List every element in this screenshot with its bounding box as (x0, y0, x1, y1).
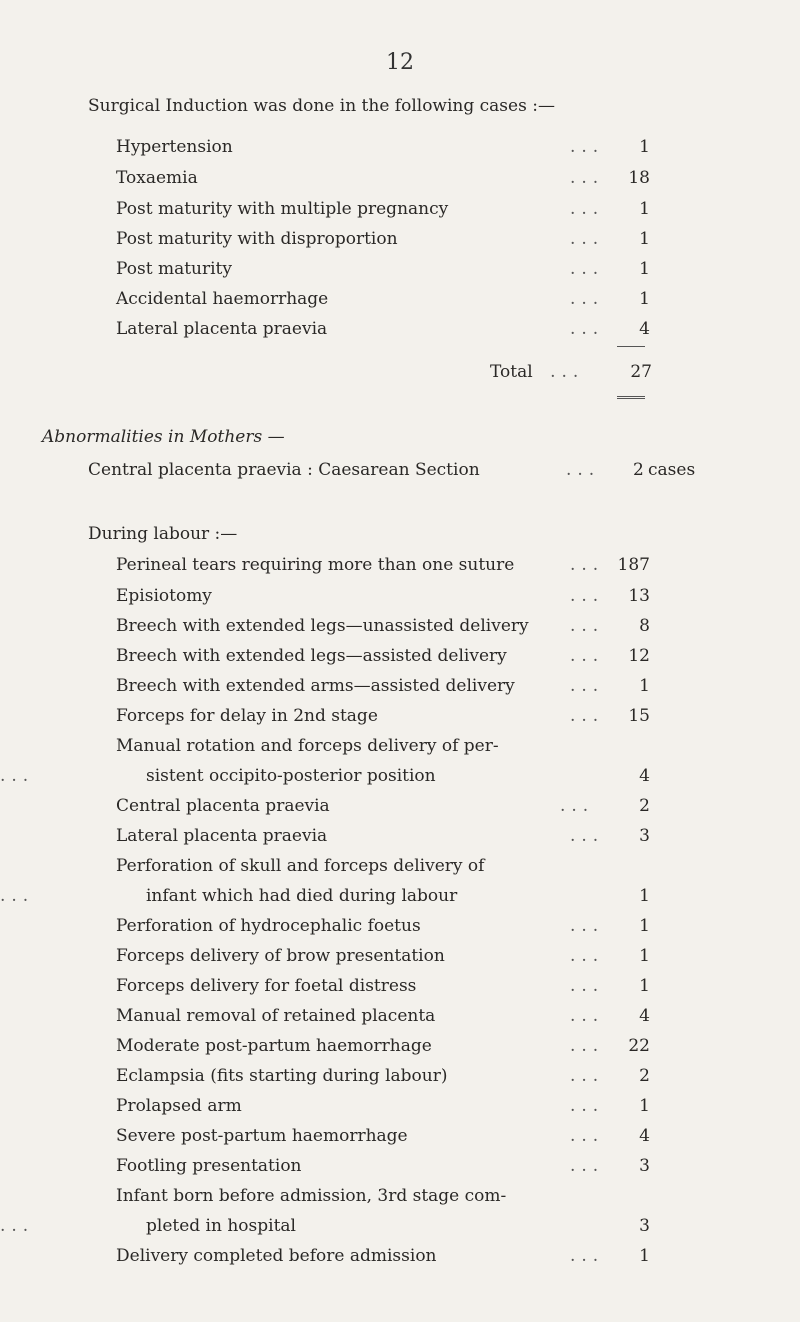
list-item-label: Footling presentation (116, 1156, 302, 1176)
list-item-value: 1 (639, 946, 650, 966)
leader-dots: ... (570, 586, 605, 606)
list-item-value: 2 (639, 796, 650, 816)
leader-dots: ... (0, 766, 35, 786)
list-item-value: 4 (639, 319, 650, 339)
list-item-label: Accidental haemorrhage (116, 289, 329, 309)
list-item-label: Moderate post-partum haemorrhage (116, 1036, 432, 1056)
list-item-value: 4 (639, 766, 650, 786)
list-item-label: Post maturity (116, 259, 232, 279)
list-item-label: Prolapsed arm (116, 1096, 242, 1116)
leader-dots: ... (570, 706, 605, 726)
leader-dots: ... (570, 137, 605, 157)
induction-intro-text: Surgical Induction was done in the following cases :— (88, 96, 555, 116)
list-item-value: 1 (639, 676, 650, 696)
leader-dots: ... (570, 1096, 605, 1116)
list-item-label-line2: sistent occipito-posterior position (146, 766, 436, 786)
list-item-value: 1 (639, 886, 650, 906)
list-item-value: 3 (639, 826, 650, 846)
list-item-label-line1: Infant born before admission, 3rd stage com- (116, 1186, 507, 1206)
leader-dots: ... (570, 1036, 605, 1056)
leader-dots: ... (570, 1126, 605, 1146)
list-item-value: 12 (628, 646, 650, 666)
list-item-label: Perineal tears requiring more than one suture (116, 555, 515, 575)
leader-dots: ... (566, 460, 601, 480)
list-item-value: 1 (639, 199, 650, 219)
list-item-value: 1 (639, 916, 650, 936)
page-number: 12 (386, 50, 414, 75)
list-item-label: Manual removal of retained placenta (116, 1006, 436, 1026)
list-item-label-line1: Manual rotation and forceps delivery of per- (116, 736, 499, 756)
leader-dots: ... (570, 946, 605, 966)
list-item-value: 1 (639, 289, 650, 309)
list-item-label: Lateral placenta praevia (116, 826, 328, 846)
list-item-label: Severe post-partum haemorrhage (116, 1126, 408, 1146)
list-item-value: 1 (639, 259, 650, 279)
induction-total-label: Total (490, 362, 533, 382)
list-item-value: 1 (639, 229, 650, 249)
list-item-label: Breech with extended arms—assisted delivery (116, 676, 515, 696)
list-item-value: 187 (617, 555, 650, 575)
list-item-label-line2: pleted in hospital (146, 1216, 296, 1236)
leader-dots: ... (570, 319, 605, 339)
abnormalities-heading: Abnormalities in Mothers — (42, 427, 285, 447)
list-item-label: Episiotomy (116, 586, 212, 606)
list-item-label: Lateral placenta praevia (116, 319, 328, 339)
list-item-value: 3 (639, 1156, 650, 1176)
leader-dots: ... (570, 289, 605, 309)
list-item-label: Forceps delivery for foetal distress (116, 976, 417, 996)
list-item-label: Forceps delivery of brow presentation (116, 946, 445, 966)
leader-dots: ... (570, 168, 605, 188)
total-rule-double (617, 396, 645, 399)
central-placenta-label: Central placenta praevia : Caesarean Section (88, 460, 480, 480)
list-item-value: 1 (639, 976, 650, 996)
leader-dots: ... (570, 1156, 605, 1176)
leader-dots: ... (570, 1246, 605, 1266)
leader-dots: ... (570, 555, 605, 575)
list-item-value: 1 (639, 1096, 650, 1116)
leader-dots: ... (570, 1066, 605, 1086)
list-item-label: Breech with extended legs—unassisted delivery (116, 616, 529, 636)
list-item-label: Central placenta praevia (116, 796, 330, 816)
list-item-label: Perforation of hydrocephalic foetus (116, 916, 421, 936)
leader-dots: ... (560, 796, 595, 816)
list-item-label: Post maturity with disproportion (116, 229, 398, 249)
leader-dots: ... (570, 976, 605, 996)
list-item-value: 2 (639, 1066, 650, 1086)
leader-dots: ... (570, 676, 605, 696)
central-placenta-row (88, 456, 788, 484)
list-item-value: 8 (639, 616, 650, 636)
leader-dots: ... (0, 1216, 35, 1236)
leader-dots: ... (570, 229, 605, 249)
leader-dots: ... (570, 259, 605, 279)
list-item-label: Eclampsia (fits starting during labour) (116, 1066, 448, 1086)
leader-dots: ... (570, 616, 605, 636)
leader-dots: ... (570, 1006, 605, 1026)
list-item-value: 22 (628, 1036, 650, 1056)
induction-total-row (490, 358, 584, 386)
list-item-label: Post maturity with multiple pregnancy (116, 199, 449, 219)
list-item-value: 4 (639, 1006, 650, 1026)
leader-dots: ... (550, 362, 585, 382)
list-item-value: 15 (628, 706, 650, 726)
leader-dots: ... (570, 826, 605, 846)
central-placenta-unit: cases (648, 460, 696, 480)
list-item-label: Toxaemia (116, 168, 198, 188)
induction-intro (88, 92, 555, 120)
total-rule-top (617, 346, 645, 347)
induction-total-value: 27 (630, 362, 652, 382)
leader-dots: ... (0, 886, 35, 906)
list-item-value: 1 (639, 137, 650, 157)
list-item-label: Hypertension (116, 137, 233, 157)
list-item-value: 13 (628, 586, 650, 606)
list-item-label-line1: Perforation of skull and forceps delivery of (116, 856, 485, 876)
during-labour-heading: During labour :— (88, 524, 238, 544)
list-item-label: Forceps for delay in 2nd stage (116, 706, 378, 726)
leader-dots: ... (570, 916, 605, 936)
list-item-value: 18 (628, 168, 650, 188)
list-item-label-line2: infant which had died during labour (146, 886, 458, 906)
leader-dots: ... (570, 646, 605, 666)
leader-dots: ... (570, 199, 605, 219)
list-item-value: 1 (639, 1246, 650, 1266)
list-item-label: Breech with extended legs—assisted delivery (116, 646, 507, 666)
list-item-value: 4 (639, 1126, 650, 1146)
central-placenta-value: 2 (633, 460, 644, 480)
list-item-label: Delivery completed before admission (116, 1246, 437, 1266)
list-item-value: 3 (639, 1216, 650, 1236)
